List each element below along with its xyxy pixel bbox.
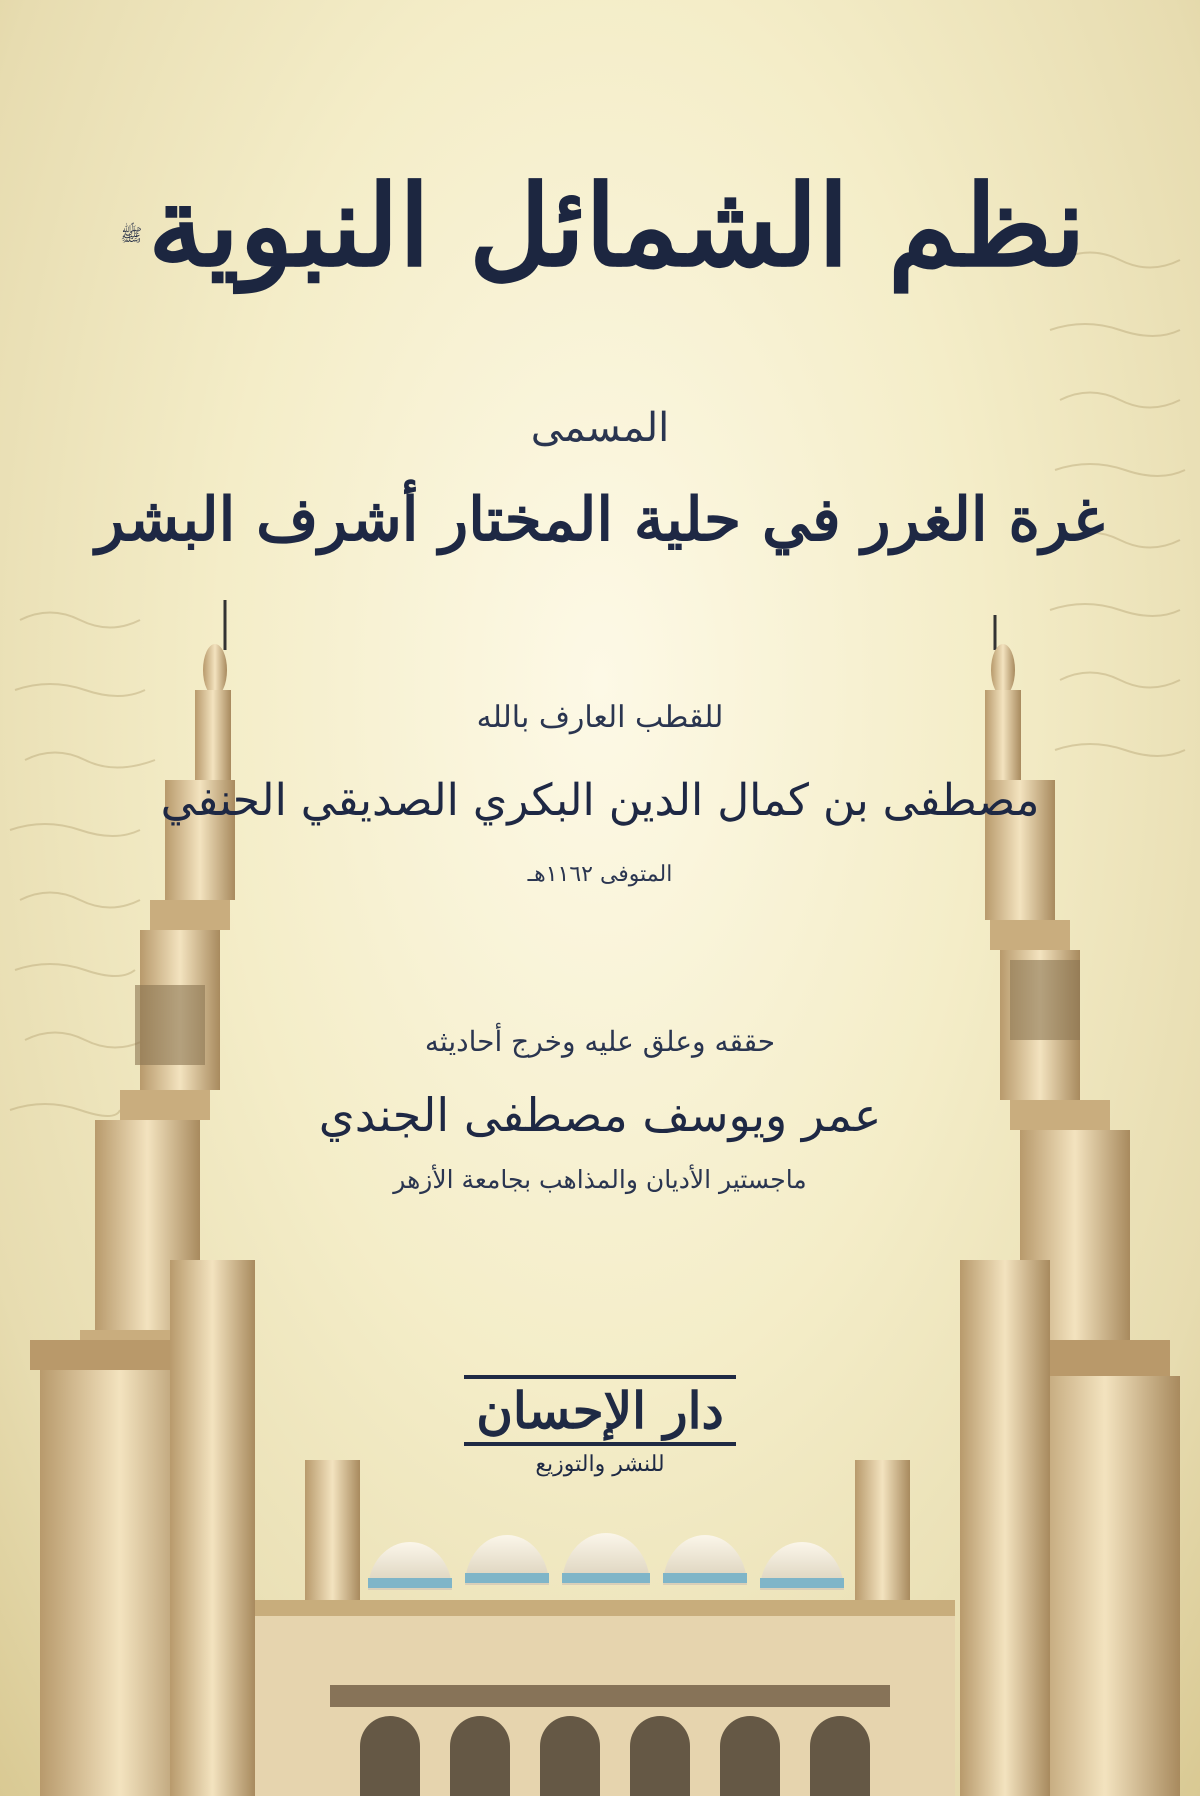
- named-label: المسمى: [530, 405, 670, 451]
- publisher-subtitle: للنشر والتوزيع: [535, 1452, 665, 1477]
- salla-mark: ﷺ: [120, 224, 143, 246]
- author-death: المتوفى ١١٦٢هـ: [527, 862, 673, 887]
- editor-name: عمر ويوسف مصطفى الجندي: [318, 1088, 882, 1142]
- author-label: للقطب العارف بالله: [476, 700, 724, 735]
- main-title: نظم الشمائل النبويةﷺ: [120, 161, 1086, 292]
- author-name: مصطفى بن كمال الدين البكري الصديقي الحنفي: [160, 775, 1040, 826]
- subtitle: غرة الغرر في حلية المختار أشرف البشر: [95, 485, 1105, 555]
- domes: [368, 1533, 844, 1590]
- right-pillar: [960, 1260, 1050, 1796]
- publisher-name: دار الإحسان: [464, 1375, 736, 1446]
- editor-label: حققه وعلق عليه وخرج أحاديثه: [424, 1025, 776, 1058]
- publisher-logo: [0, 1375, 1200, 1477]
- editor-title: ماجستير الأديان والمذاهب بجامعة الأزهر: [393, 1165, 807, 1194]
- left-pillar: [170, 1260, 255, 1796]
